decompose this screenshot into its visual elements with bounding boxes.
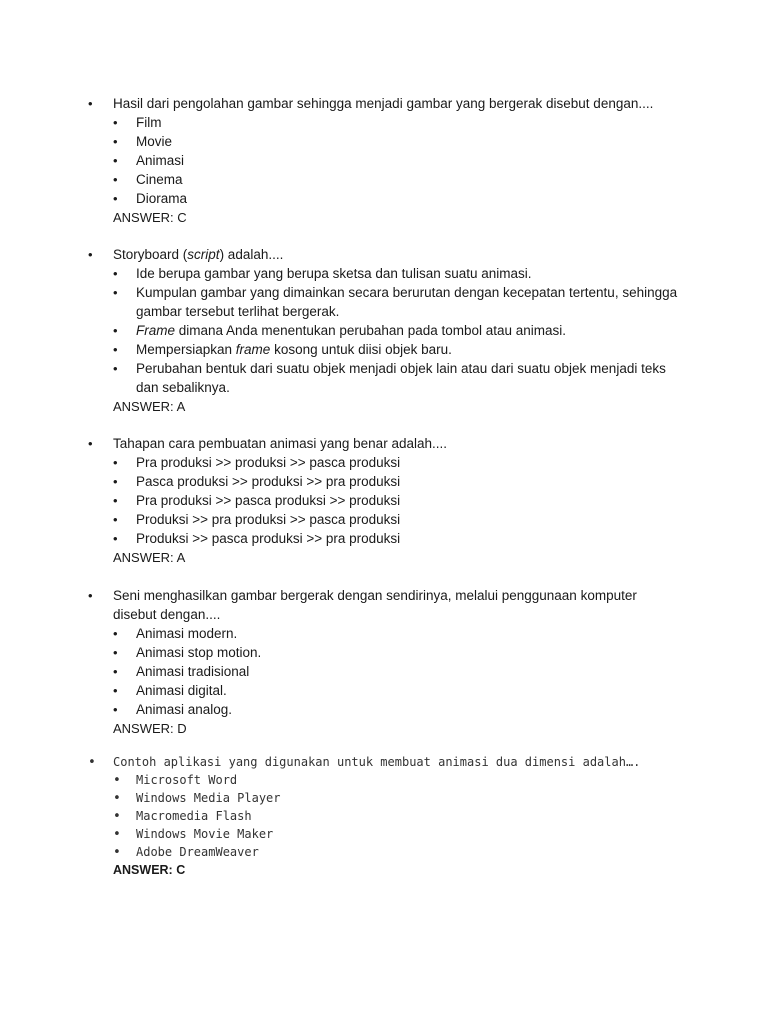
bullet-icon: • <box>113 645 118 660</box>
answer-key: ANSWER: A <box>113 399 186 414</box>
question-text: • Tahapan cara pembuatan animasi yang benar adalah.... <box>88 436 447 451</box>
bullet-icon: • <box>113 702 118 717</box>
bullet-icon: • <box>113 323 118 338</box>
answer-key: ANSWER: C <box>113 210 187 225</box>
bullet-icon: • <box>113 791 121 806</box>
question-4 <box>88 586 678 738</box>
option-d: • Animasi digital. <box>113 683 227 698</box>
bullet-icon: • <box>113 455 118 470</box>
bullet-icon: • <box>113 512 118 527</box>
options-list <box>88 113 678 208</box>
option-e: • Perubahan bentuk dari suatu objek menjadi objek lain atau dari suatu objek menjadi teks dan sebaliknya. <box>113 361 666 395</box>
option-a: • Film <box>113 115 162 130</box>
bullet-icon: • <box>113 531 118 546</box>
bullet-icon: • <box>113 172 118 187</box>
bullet-icon: • <box>113 474 118 489</box>
bullet-icon: • <box>113 115 118 130</box>
option-e: • Diorama <box>113 191 188 206</box>
option-b: • Movie <box>113 134 173 149</box>
bullet-icon: • <box>113 361 118 376</box>
option-d: • Mempersiapkan frame kosong untuk diisi objek baru. <box>113 342 452 357</box>
bullet-icon: • <box>113 153 118 168</box>
option-a: • Ide berupa gambar yang berupa sketsa dan tulisan suatu animasi. <box>113 266 532 281</box>
question-2 <box>88 245 678 416</box>
bullet-icon: • <box>88 96 93 111</box>
options-list <box>88 771 678 861</box>
option-a: • Microsoft Word <box>113 773 238 788</box>
bullet-icon: • <box>88 588 93 603</box>
answer-key: ANSWER: C <box>113 863 186 877</box>
options-list <box>88 264 678 397</box>
bullet-icon: • <box>113 773 121 788</box>
bullet-icon: • <box>113 626 118 641</box>
bullet-icon: • <box>113 134 118 149</box>
bullet-icon: • <box>88 436 93 451</box>
bullet-icon: • <box>113 342 118 357</box>
option-c: • Pra produksi >> pasca produksi >> produksi <box>113 493 401 508</box>
bullet-icon: • <box>113 266 118 281</box>
bullet-icon: • <box>88 755 96 770</box>
question-3 <box>88 434 678 567</box>
answer-key: ANSWER: D <box>113 721 187 736</box>
bullet-icon: • <box>113 664 118 679</box>
bullet-icon: • <box>113 191 118 206</box>
bullet-icon: • <box>113 809 121 824</box>
bullet-icon: • <box>113 285 118 300</box>
bullet-icon: • <box>88 247 93 262</box>
option-a: • Pra produksi >> produksi >> pasca produksi <box>113 455 401 470</box>
bullet-icon: • <box>113 827 121 842</box>
option-d: • Cinema <box>113 172 183 187</box>
option-b: • Animasi stop motion. <box>113 645 262 660</box>
question-1 <box>88 94 678 227</box>
option-e: • Adobe DreamWeaver <box>113 845 259 860</box>
question-text: • Contoh aplikasi yang digunakan untuk membuat animasi dua dimensi adalah…. <box>88 755 641 770</box>
option-d: • Produksi >> pra produksi >> pasca produksi <box>113 512 401 527</box>
option-c: • Animasi tradisional <box>113 664 250 679</box>
question-text: • Storyboard (script) adalah.... <box>88 247 284 262</box>
options-list <box>88 624 678 719</box>
option-c: • Macromedia Flash <box>113 809 252 824</box>
options-list <box>88 453 678 548</box>
question-5 <box>88 753 678 879</box>
option-e: • Animasi analog. <box>113 702 233 717</box>
option-e: • Produksi >> pasca produksi >> pra produksi <box>113 531 401 546</box>
bullet-icon: • <box>113 683 118 698</box>
bullet-icon: • <box>113 845 121 860</box>
answer-key: ANSWER: A <box>113 550 186 565</box>
option-b: • Windows Media Player <box>113 791 281 806</box>
question-text: • Hasil dari pengolahan gambar sehingga menjadi gambar yang bergerak disebut dengan.... <box>88 96 654 111</box>
option-b: • Kumpulan gambar yang dimainkan secara berurutan dengan kecepatan tertentu, sehingga gambar tersebut terlihat bergerak. <box>113 285 678 319</box>
option-c: • Animasi <box>113 153 185 168</box>
option-c: • Frame dimana Anda menentukan perubahan pada tombol atau animasi. <box>113 323 567 338</box>
question-text: • Seni menghasilkan gambar bergerak dengan sendirinya, melalui penggunaan komputer disebut dengan.... <box>88 588 637 622</box>
option-b: • Pasca produksi >> produksi >> pra produksi <box>113 474 401 489</box>
option-d: • Windows Movie Maker <box>113 827 274 842</box>
option-a: • Animasi modern. <box>113 626 238 641</box>
bullet-icon: • <box>113 493 118 508</box>
